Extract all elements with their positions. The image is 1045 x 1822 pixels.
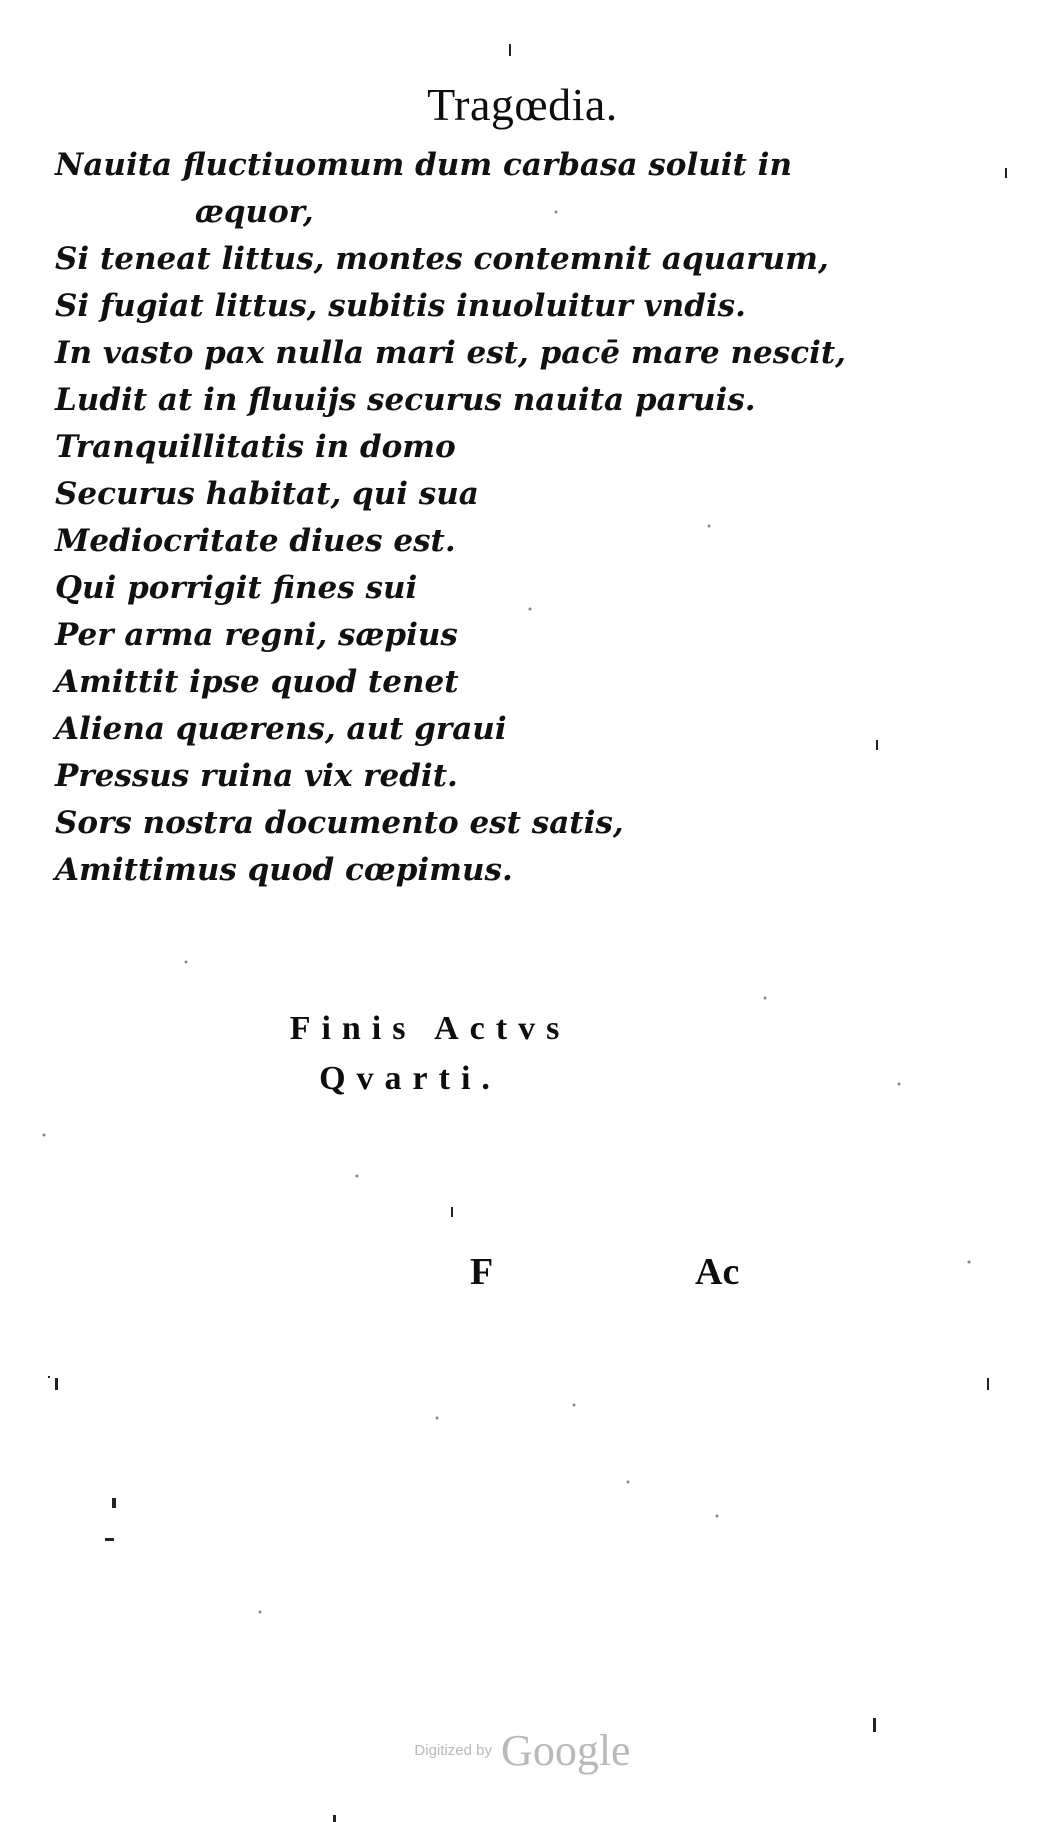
verse-line: Sors nostra documento est satis,: [55, 805, 624, 841]
running-head: Tragœdia.: [427, 79, 618, 130]
speck: [968, 1261, 971, 1264]
verse-line: Ludit at in fluuijs securus nauita paruis.: [55, 382, 756, 418]
speck: [259, 1611, 262, 1614]
watermark-logo: Google: [501, 1726, 631, 1775]
speck: [716, 1515, 719, 1518]
speck: [436, 1417, 439, 1420]
digitized-watermark: [0, 1725, 1045, 1776]
speck: [987, 1378, 989, 1390]
speck: [333, 1815, 336, 1822]
speck: [112, 1498, 116, 1508]
speck: [898, 1083, 901, 1086]
speck: [356, 1175, 359, 1178]
verse-line: Qui porrigit fines sui: [55, 570, 418, 606]
verse-line: Si teneat littus, montes contemnit aquarum,: [55, 241, 829, 277]
speck: [105, 1538, 114, 1541]
verse-line: Tranquillitatis in domo: [55, 429, 456, 465]
speck: [876, 740, 878, 750]
speck: [627, 1481, 630, 1484]
verse-line: Amittit ipse quod tenet: [55, 664, 459, 700]
catchword-right: Ac: [695, 1251, 740, 1293]
verse-line: Pressus ruina vix redit.: [55, 758, 458, 794]
colophon-line-1: Finis Actvs: [289, 1010, 571, 1047]
colophon-line-2: Qvarti.: [319, 1060, 501, 1097]
verse-line: Aliena quærens, aut graui: [55, 711, 507, 747]
verse-line: Per arma regni, sæpius: [55, 617, 458, 653]
speck: [43, 1134, 46, 1137]
speck: [185, 961, 188, 964]
speck: [48, 1376, 50, 1378]
speck: [451, 1207, 453, 1217]
verse-line: Amittimus quod cœpimus.: [55, 852, 513, 888]
verse-line: Mediocritate diues est.: [55, 523, 456, 559]
verse-line-continuation: æquor,: [195, 194, 314, 230]
speck: [509, 44, 511, 56]
catchword-left: F: [470, 1251, 494, 1293]
verse-line: Si fugiat littus, subitis inuoluitur vndis.: [55, 288, 746, 324]
verse-block: [55, 142, 846, 894]
watermark-small-text: Digitized by: [414, 1742, 492, 1759]
speck: [764, 997, 767, 1000]
verse-line: In vasto pax nulla mari est, pacē mare nescit,: [55, 335, 846, 371]
speck: [55, 1378, 58, 1390]
speck: [1005, 168, 1007, 178]
speck: [573, 1404, 576, 1407]
verse-line: Nauita fluctiuomum dum carbasa soluit in: [55, 147, 792, 183]
verse-line: Securus habitat, qui sua: [55, 476, 479, 512]
